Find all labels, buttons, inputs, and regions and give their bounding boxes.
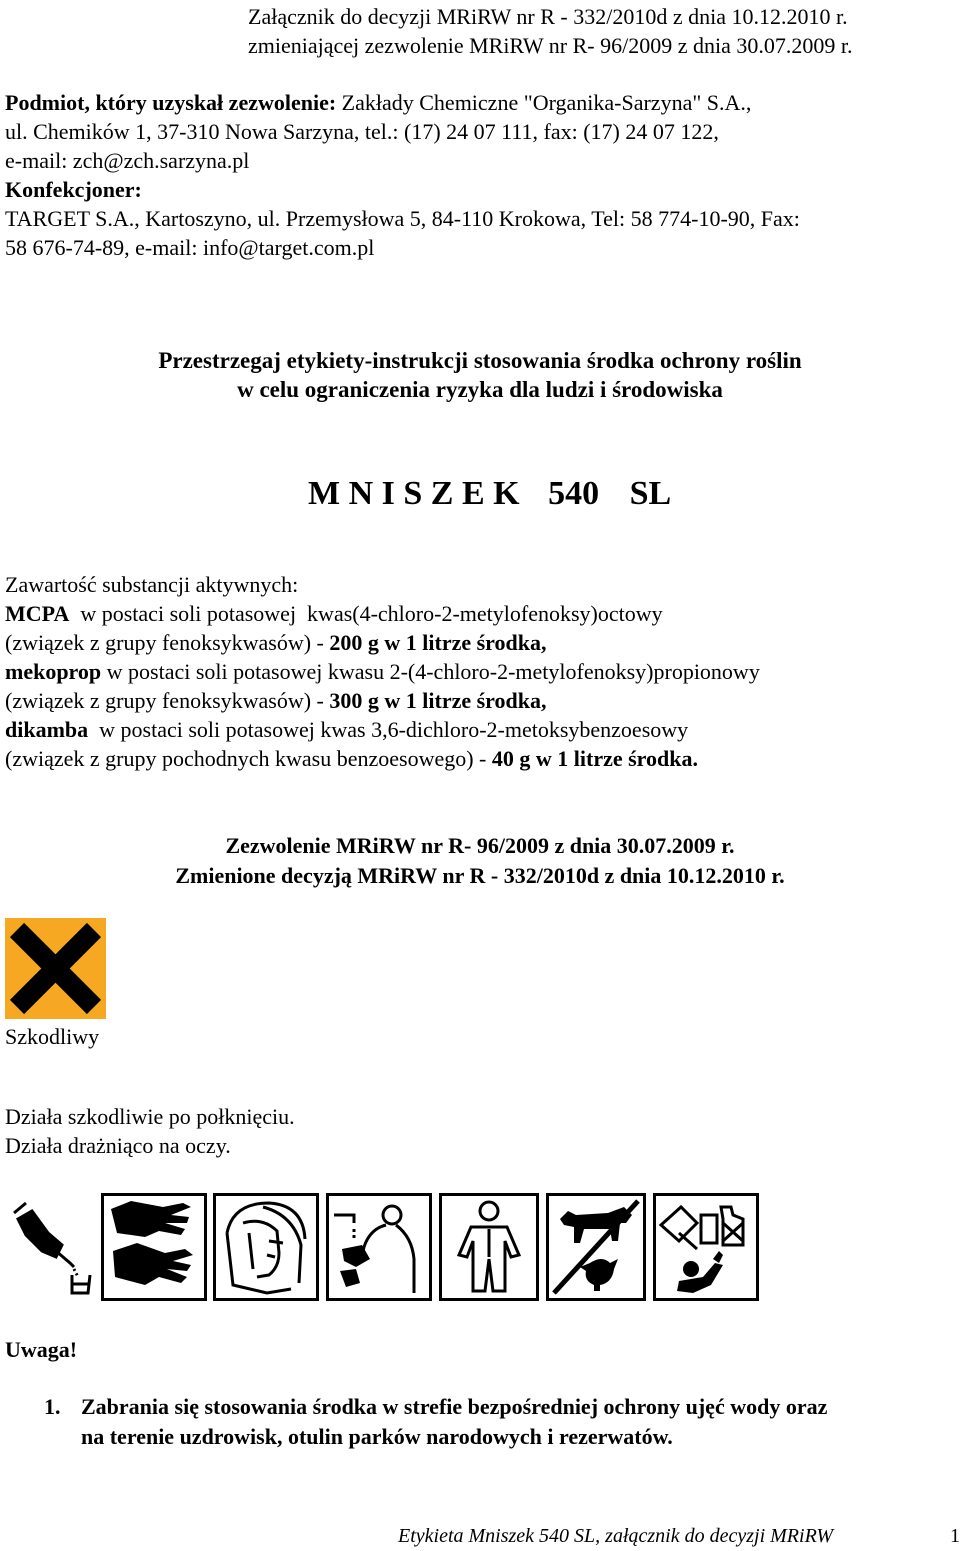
- mcpa-amount: 200 g w 1 litrze środka,: [329, 630, 547, 655]
- packager-line-2: 58 676-74-89, e-mail: info@target.com.pl: [5, 235, 375, 260]
- active-substances-heading: Zawartość substancji aktywnych:: [5, 572, 299, 597]
- risk-phrases: [5, 1102, 295, 1160]
- face-shield-icon: [213, 1193, 319, 1301]
- label-warning-heading: [0, 346, 960, 404]
- keep-away-children-icon: [653, 1193, 759, 1301]
- note-number: 1.: [44, 1394, 61, 1419]
- packager-line-1: TARGET S.A., Kartoszyno, ul. Przemysłowa 5, 84-110 Krokowa, Tel: 58 774-10-90, Fax:: [5, 206, 800, 231]
- permit-holder-email: e-mail: zch@zch.sarzyna.pl: [5, 148, 250, 173]
- mcpa-group: (związek z grupy fenoksykwasów) -: [5, 630, 330, 655]
- mcpa-group-line: [5, 628, 760, 657]
- dikamba-group-line: [5, 744, 760, 773]
- risk-phrase-1: Działa szkodliwie po połknięciu.: [5, 1104, 295, 1129]
- active-substances: [5, 570, 760, 773]
- product-title: [308, 474, 671, 514]
- dikamba-name: dikamba: [5, 717, 89, 742]
- packager-label: Konfekcjoner:: [5, 177, 142, 202]
- permit-holder-name: Zakłady Chemiczne "Organika-Sarzyna" S.A.,: [336, 90, 752, 115]
- dikamba-amount: 40 g w 1 litrze środka.: [491, 746, 699, 771]
- dikamba-line: [5, 715, 760, 744]
- measure-pour-icon: [12, 1193, 92, 1301]
- dikamba-group: (związek z grupy pochodnych kwasu benzoesowego) -: [5, 746, 492, 771]
- attachment-line-1: Załącznik do decyzji MRiRW nr R - 332/2010d z dnia 10.12.2010 r.: [248, 4, 848, 29]
- protective-clothing-icon: [439, 1193, 539, 1301]
- mekoprop-name: mekoprop: [5, 659, 102, 684]
- mcpa-name: MCPA: [5, 601, 70, 626]
- mekoprop-amount: 300 g w 1 litrze środka,: [329, 688, 547, 713]
- product-name: M N I S Z E K: [308, 475, 520, 512]
- risk-phrase-2: Działa drażniąco na oczy.: [5, 1133, 231, 1158]
- label-warning-line-2: w celu ograniczenia ryzyka dla ludzi i środowiska: [237, 377, 723, 402]
- permit-line-1: Zezwolenie MRiRW nr R- 96/2009 z dnia 30.07.2009 r.: [225, 833, 735, 858]
- permit-info: [0, 831, 960, 891]
- mekoprop-group-line: [5, 686, 760, 715]
- gloves-icon: [101, 1193, 207, 1301]
- mekoprop-group: (związek z grupy fenoksykwasów) -: [5, 688, 330, 713]
- dikamba-desc: w postaci soli potasowej kwas 3,6-dichloro-2-metoksybenzoesowy: [88, 717, 689, 742]
- attachment-header: [248, 2, 852, 60]
- note-line-1: Zabrania się stosowania środka w strefie bezpośredniej ochrony ujęć wody oraz: [81, 1394, 828, 1419]
- harmful-hazard-icon: [5, 918, 106, 1019]
- permit-holder-line: [5, 88, 800, 117]
- permit-holder-block: [5, 88, 800, 262]
- label-warning-line-1: Przestrzegaj etykiety-instrukcji stosowania środka ochrony roślin: [158, 348, 802, 373]
- product-formulation: SL: [629, 475, 672, 512]
- keep-away-animals-icon: [546, 1193, 646, 1301]
- page-footer: Etykieta Mniszek 540 SL, załącznik do decyzji MRiRW: [398, 1525, 834, 1547]
- mcpa-desc: w postaci soli potasowej kwas(4-chloro-2-metylofenoksy)octowy: [69, 601, 663, 626]
- note-line-2: na terenie uzdrowisk, otulin parków narodowych i rezerwatów.: [81, 1424, 673, 1449]
- permit-holder-address: ul. Chemików 1, 37-310 Nowa Sarzyna, tel.: (17) 24 07 111, fax: (17) 24 07 122,: [5, 119, 719, 144]
- attachment-line-2: zmieniającej zezwolenie MRiRW nr R- 96/2009 z dnia 30.07.2009 r.: [248, 33, 853, 58]
- hazard-label: Szkodliwy: [5, 1024, 100, 1049]
- mekoprop-desc: w postaci soli potasowej kwasu 2-(4-chloro-2-metylofenoksy)propionowy: [101, 659, 760, 684]
- permit-holder-label: Podmiot, który uzyskał zezwolenie:: [5, 90, 337, 115]
- mekoprop-line: [5, 657, 760, 686]
- mcpa-line: [5, 599, 760, 628]
- page-number: 1: [950, 1525, 960, 1547]
- attention-label: Uwaga!: [5, 1337, 78, 1362]
- wash-hands-icon: [326, 1193, 432, 1301]
- permit-line-2: Zmienione decyzją MRiRW nr R - 332/2010d z dnia 10.12.2010 r.: [175, 863, 785, 888]
- product-number: 540: [548, 475, 600, 512]
- note-text: [81, 1392, 827, 1452]
